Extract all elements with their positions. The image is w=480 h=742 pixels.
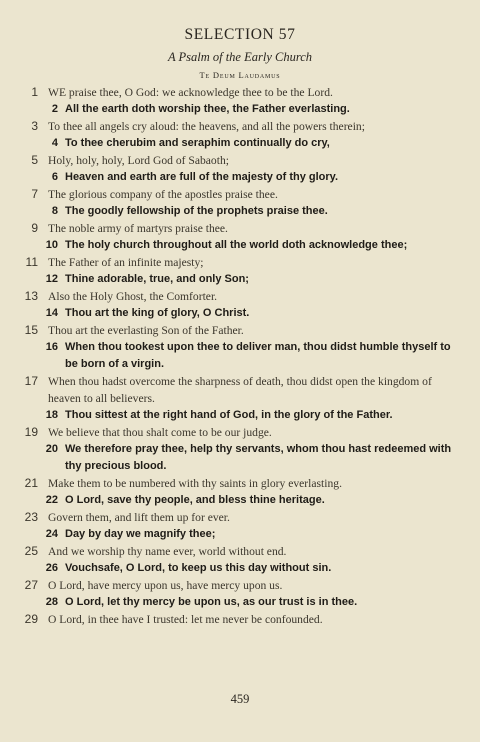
verse-text: When thou hadst overcome the sharpness of death, thou didst open the kingdom of heaven to all believers. — [48, 375, 432, 405]
verse-line — [18, 237, 466, 254]
verse-line — [18, 169, 466, 186]
verse-number: 29 — [24, 612, 38, 626]
verse-number: 28 — [45, 596, 58, 608]
latin-tag: Te Deum Laudamus — [199, 70, 281, 80]
verse-number: 18 — [45, 409, 58, 421]
verse-line — [18, 339, 466, 373]
verse-list — [18, 84, 466, 628]
verse-number: 13 — [24, 289, 38, 303]
verse-text: The holy church throughout all the world doth acknowledge thee; — [65, 239, 408, 251]
verse-line — [18, 322, 466, 339]
verse-number: 1 — [31, 85, 38, 99]
verse-line — [18, 84, 466, 101]
verse-line — [18, 543, 466, 560]
verse-line — [18, 220, 466, 237]
verse-line — [18, 101, 466, 118]
verse-number: 7 — [31, 187, 38, 201]
verse-line — [18, 373, 466, 407]
verse-line — [18, 475, 466, 492]
verse-number: 19 — [24, 425, 38, 439]
verse-text: We believe that thou shalt come to be our judge. — [48, 426, 272, 439]
verse-number: 9 — [31, 221, 38, 235]
verse-number: 24 — [45, 528, 58, 540]
verse-text: When thou tookest upon thee to deliver man, thou didst humble thyself to be born of a virgin. — [65, 341, 451, 370]
verse-text: Thine adorable, true, and only Son; — [65, 273, 249, 285]
verse-line — [18, 594, 466, 611]
verse-text: The Father of an infinite majesty; — [48, 256, 204, 269]
verse-text: Also the Holy Ghost, the Comforter. — [48, 290, 218, 303]
verse-text: Thou art the everlasting Son of the Father. — [48, 324, 244, 337]
verse-line — [18, 407, 466, 424]
verse-text: The noble army of martyrs praise thee. — [48, 222, 228, 235]
verse-text: And we worship thy name ever, world without end. — [48, 545, 287, 558]
verse-line — [18, 118, 466, 135]
verse-line — [18, 492, 466, 509]
page-number: 459 — [230, 692, 250, 706]
verse-number: 15 — [24, 323, 38, 337]
verse-number: 12 — [45, 273, 58, 285]
verse-text: Day by day we magnify thee; — [65, 528, 216, 540]
verse-text: To thee all angels cry aloud: the heavens, and all the powers therein; — [48, 120, 365, 133]
verse-number: 23 — [24, 510, 38, 524]
verse-number: 10 — [45, 239, 58, 251]
verse-line — [18, 424, 466, 441]
verse-text: Thou art the king of glory, O Christ. — [65, 307, 250, 319]
verse-text: To thee cherubim and seraphim continually do cry, — [65, 137, 330, 149]
verse-text: WE praise thee, O God: we acknowledge thee to be the Lord. — [48, 86, 333, 99]
verse-text: Heaven and earth are full of the majesty of thy glory. — [65, 171, 339, 183]
verse-line — [18, 186, 466, 203]
verse-number: 5 — [31, 153, 38, 167]
verse-text: Holy, holy, holy, Lord God of Sabaoth; — [48, 154, 229, 167]
verse-text: We therefore pray thee, help thy servants, whom thou hast redeemed with thy precious blood. — [65, 443, 452, 472]
verse-line — [18, 288, 466, 305]
verse-number: 27 — [24, 578, 38, 592]
verse-line — [18, 611, 466, 628]
verse-line — [18, 305, 466, 322]
verse-number: 4 — [51, 137, 58, 149]
verse-number: 14 — [45, 307, 58, 319]
psalm-subtitle: A Psalm of the Early Church — [167, 50, 313, 64]
verse-line — [18, 271, 466, 288]
verse-text: The goodly fellowship of the prophets praise thee. — [65, 205, 328, 217]
selection-title: SELECTION 57 — [184, 26, 296, 43]
verse-line — [18, 526, 466, 543]
verse-text: Make them to be numbered with thy saints in glory everlasting. — [48, 477, 342, 490]
verse-line — [18, 152, 466, 169]
verse-line — [18, 254, 466, 271]
verse-number: 25 — [24, 544, 38, 558]
verse-line — [18, 560, 466, 577]
verse-text: O Lord, save thy people, and bless thine heritage. — [65, 494, 325, 506]
verse-text: The glorious company of the apostles praise thee. — [48, 188, 278, 201]
verse-text: O Lord, have mercy upon us, have mercy upon us. — [48, 579, 283, 592]
verse-text: Govern them, and lift them up for ever. — [48, 511, 230, 524]
verse-text: O Lord, let thy mercy be upon us, as our trust is in thee. — [65, 596, 358, 608]
verse-text: All the earth doth worship thee, the Father everlasting. — [65, 103, 350, 115]
verse-text: O Lord, in thee have I trusted: let me never be confounded. — [48, 613, 323, 626]
verse-number: 26 — [45, 562, 58, 574]
verse-line — [18, 135, 466, 152]
verse-line — [18, 441, 466, 475]
verse-number: 17 — [24, 374, 38, 388]
verse-line — [18, 203, 466, 220]
verse-line — [18, 577, 466, 594]
verse-number: 21 — [24, 476, 38, 490]
verse-number: 16 — [45, 341, 58, 353]
verse-number: 6 — [51, 171, 58, 183]
verse-text: Thou sittest at the right hand of God, in the glory of the Father. — [65, 409, 393, 421]
verse-number: 22 — [45, 494, 58, 506]
verse-number: 3 — [31, 119, 38, 133]
verse-number: 2 — [51, 103, 58, 115]
verse-line — [18, 509, 466, 526]
verse-number: 20 — [45, 443, 58, 455]
verse-number: 11 — [25, 255, 38, 269]
verse-number: 8 — [51, 205, 58, 217]
verse-text: Vouchsafe, O Lord, to keep us this day without sin. — [65, 562, 332, 574]
